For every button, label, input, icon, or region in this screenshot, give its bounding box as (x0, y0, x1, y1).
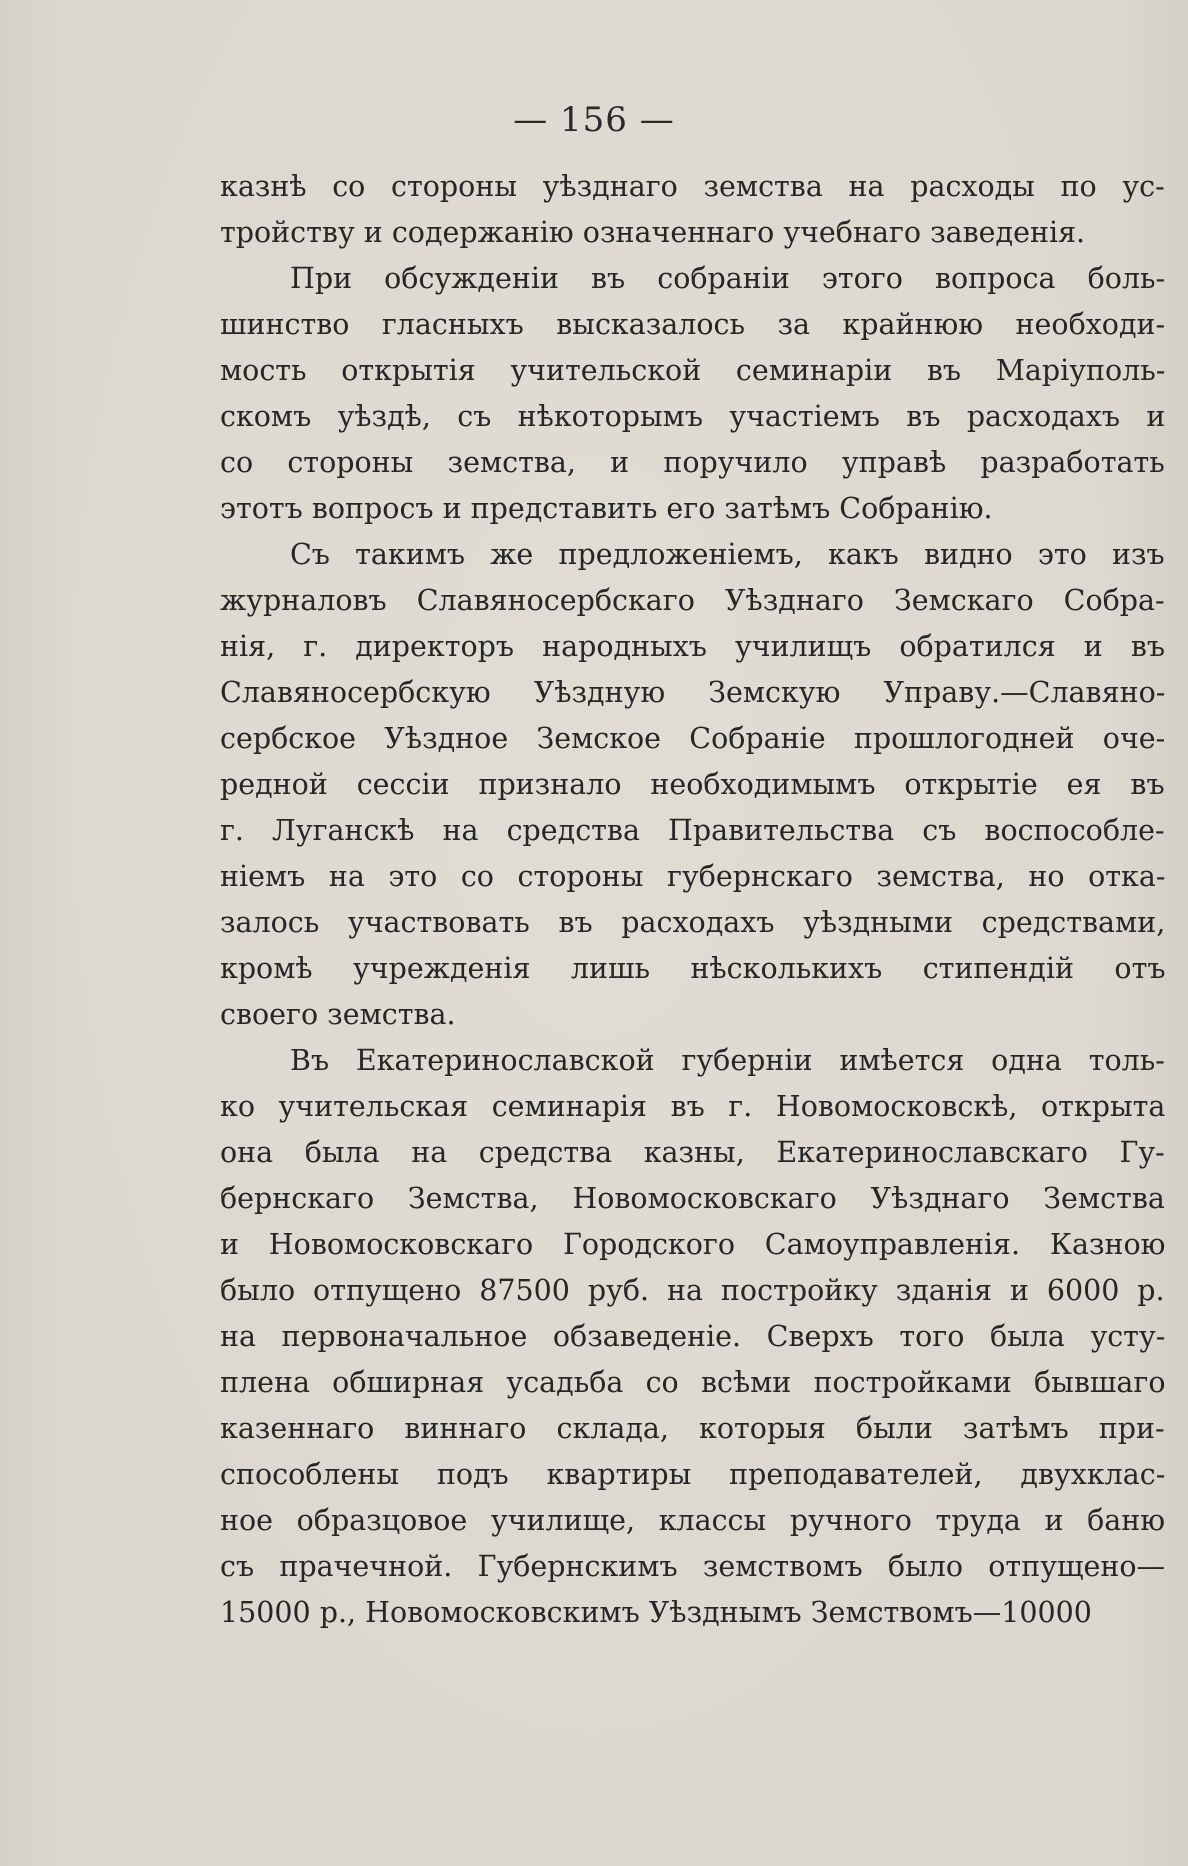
text-line: съ прачечной. Губернскимъ земствомъ было отпущено— (220, 1550, 1165, 1583)
text-line: тройству и содержанію означеннаго учебнаго заведенія. (220, 216, 1086, 249)
text-line: казеннаго виннаго склада, которыя были затѣмъ при- (220, 1412, 1165, 1445)
text-line: плена обширная усадьба со всѣми постройками бывшаго (220, 1366, 1166, 1399)
text-line: залось участвовать въ расходахъ уѣздными средствами, (220, 906, 1166, 939)
text-line: редной сессіи признало необходимымъ открытіе ея въ (220, 768, 1165, 801)
text-line: ко учительская семинарія въ г. Новомосковскѣ, открыта (220, 1090, 1166, 1123)
text-line: мость открытія учительской семинаріи въ Маріуполь- (220, 354, 1166, 387)
text-line: нія, г. директоръ народныхъ училищъ обратился и въ (220, 630, 1166, 663)
text-line: ніемъ на это со стороны губернскаго земства, но отка- (220, 860, 1166, 893)
paragraph (220, 532, 1170, 1038)
text-line: При обсужденіи въ собраніи этого вопроса боль- (290, 262, 1166, 295)
text-line: со стороны земства, и поручило управѣ разработать (220, 446, 1165, 479)
text-line: и Новомосковскаго Городского Самоуправленія. Казною (220, 1228, 1166, 1261)
text-line: 15000 р., Новомосковскимъ Уѣзднымъ Земствомъ—10000 (220, 1596, 1092, 1629)
text-line: бернскаго Земства, Новомосковскаго Уѣзднаго Земства (220, 1182, 1165, 1215)
paragraph (220, 1038, 1170, 1636)
text-line: кромѣ учрежденія лишь нѣсколькихъ стипендій отъ (220, 952, 1166, 985)
text-line: казнѣ со стороны уѣзднаго земства на расходы по ус- (220, 170, 1165, 203)
page-number: — 156 — (513, 100, 675, 140)
body-text (220, 164, 1170, 1636)
text-line: г. Луганскѣ на средства Правительства съ воспособле- (220, 814, 1165, 847)
text-line: было отпущено 87500 руб. на постройку зданія и 6000 р. (220, 1274, 1165, 1307)
text-line: сербское Уѣздное Земское Собраніе прошлогодней оче- (220, 722, 1166, 755)
text-line: скомъ уѣздѣ, съ нѣкоторымъ участіемъ въ расходахъ и (220, 400, 1166, 433)
text-line: журналовъ Славяносербскаго Уѣзднаго Земскаго Собра- (220, 584, 1165, 617)
text-line: она была на средства казны, Екатеринославскаго Гу- (220, 1136, 1165, 1169)
text-line: этотъ вопросъ и представить его затѣмъ Собранію. (220, 492, 993, 525)
paragraph (220, 164, 1170, 256)
text-line: ное образцовое училище, классы ручного труда и баню (220, 1504, 1166, 1537)
text-line: способлены подъ квартиры преподавателей, двухклас- (220, 1458, 1166, 1491)
text-line: шинство гласныхъ высказалось за крайнюю необходи- (220, 308, 1166, 341)
text-line: своего земства. (220, 998, 456, 1031)
text-line: Съ такимъ же предложеніемъ, какъ видно это изъ (290, 538, 1165, 571)
text-line: Въ Екатеринославской губерніи имѣется одна толь- (290, 1044, 1165, 1077)
paragraph (220, 256, 1170, 532)
text-line: Славяносербскую Уѣздную Земскую Управу.—Славяно- (220, 676, 1166, 709)
text-line: на первоначальное обзаведеніе. Сверхъ того была усту- (220, 1320, 1166, 1353)
